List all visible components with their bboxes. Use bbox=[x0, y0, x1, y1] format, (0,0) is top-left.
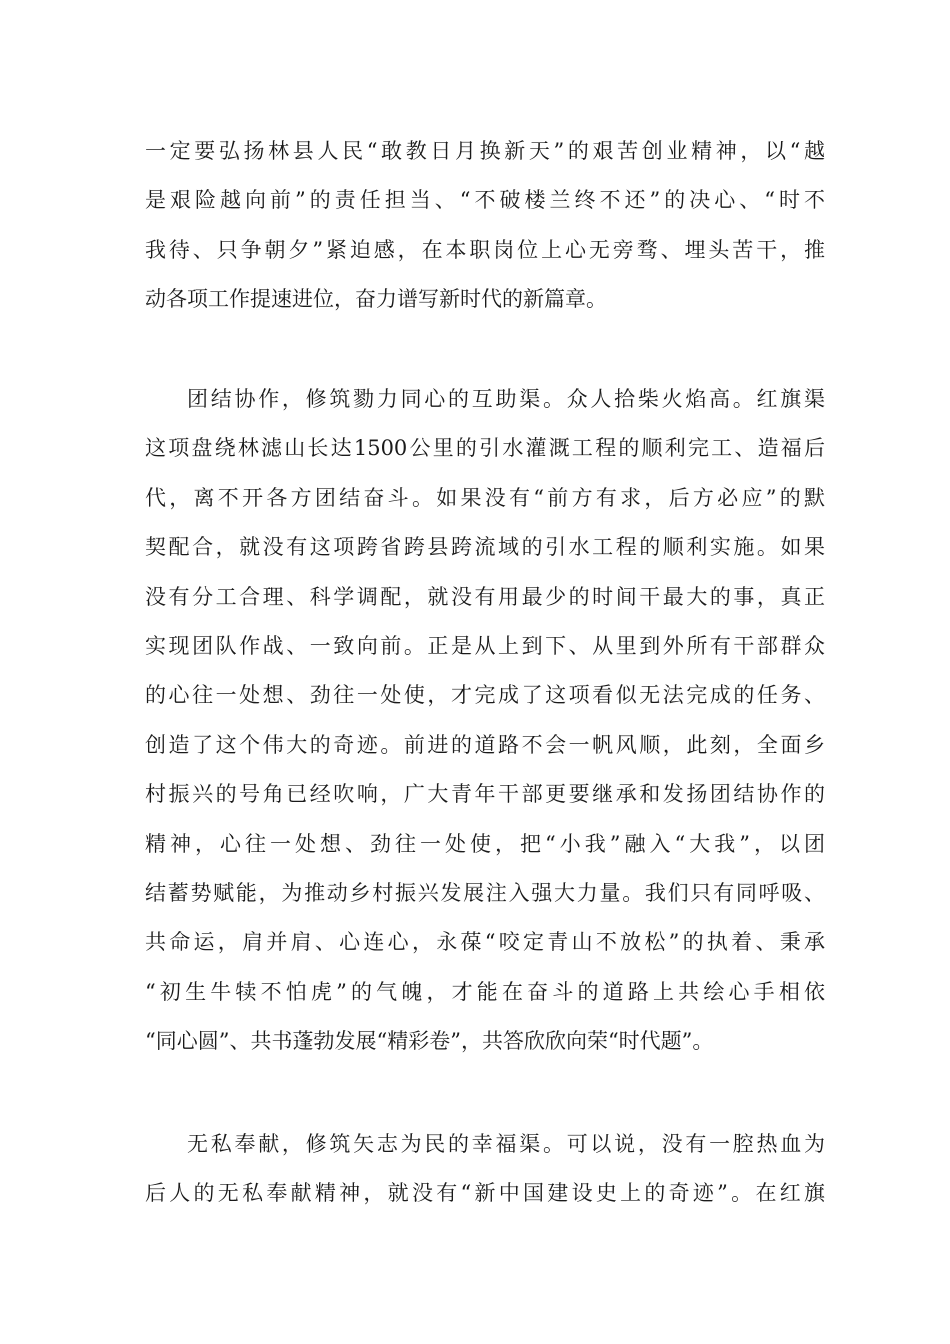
text-line: 我待、只争朝夕”紧迫感，在本职岗位上心无旁骛、埋头苦干，推 bbox=[145, 237, 825, 262]
paragraph-3 bbox=[145, 1120, 825, 1219]
text-line: 一定要弘扬林县人民“敢教日月换新天”的艰苦创业精神，以“越 bbox=[145, 139, 825, 163]
text-line: 的心往一处想、劲往一处使，才完成了这项看似无法完成的任务、 bbox=[145, 683, 825, 708]
text-line: “同心圆”、共书蓬勃发展“精彩卷”，共答欣欣向荣“时代题”。 bbox=[145, 1029, 714, 1054]
text-line: 精神，心往一处想、劲往一处使，把“小我”融入“大我”，以团 bbox=[145, 831, 825, 856]
text-line: 这项盘绕林滤山长达1500公里的引水灌溉工程的顺利完工、造福后 bbox=[145, 436, 825, 461]
text-line: 后人的无私奉献精神，就没有“新中国建设史上的奇迹”。在红旗 bbox=[145, 1181, 825, 1206]
text-line: 是艰险越向前”的责任担当、“不破楼兰终不还”的决心、“时不 bbox=[145, 188, 825, 213]
text-line: 团结协作，修筑勠力同心的互助渠。众人拾柴火焰高。红旗渠 bbox=[187, 387, 825, 411]
text-line: 结蓄势赋能，为推动乡村振兴发展注入强大力量。我们只有同呼吸、 bbox=[145, 880, 825, 905]
text-line: 创造了这个伟大的奇迹。前进的道路不会一帆风顺，此刻，全面乡 bbox=[145, 732, 825, 757]
text-line: 村振兴的号角已经吹响，广大青年干部更要继承和发扬团结协作的 bbox=[145, 782, 825, 807]
text-line: 契配合，就没有这项跨省跨县跨流域的引水工程的顺利实施。如果 bbox=[145, 535, 825, 560]
paragraph-1 bbox=[145, 127, 825, 325]
text-line: 动各项工作提速进位，奋力谱写新时代的新篇章。 bbox=[145, 287, 607, 312]
paragraph-2 bbox=[145, 375, 825, 1066]
text-line: “初生牛犊不怕虎”的气魄，才能在奋斗的道路上共绘心手相依 bbox=[145, 979, 825, 1004]
text-line: 共命运，肩并肩、心连心，永葆“咬定青山不放松”的执着、秉承 bbox=[145, 930, 825, 955]
text-line: 无私奉献，修筑矢志为民的幸福渠。可以说，没有一腔热血为 bbox=[187, 1132, 825, 1156]
text-line: 没有分工合理、科学调配，就没有用最少的时间干最大的事，真正 bbox=[145, 584, 825, 609]
text-line: 实现团队作战、一致向前。正是从上到下、从里到外所有干部群众 bbox=[145, 633, 825, 658]
text-line: 代，离不开各方团结奋斗。如果没有“前方有求，后方必应”的默 bbox=[145, 485, 825, 510]
